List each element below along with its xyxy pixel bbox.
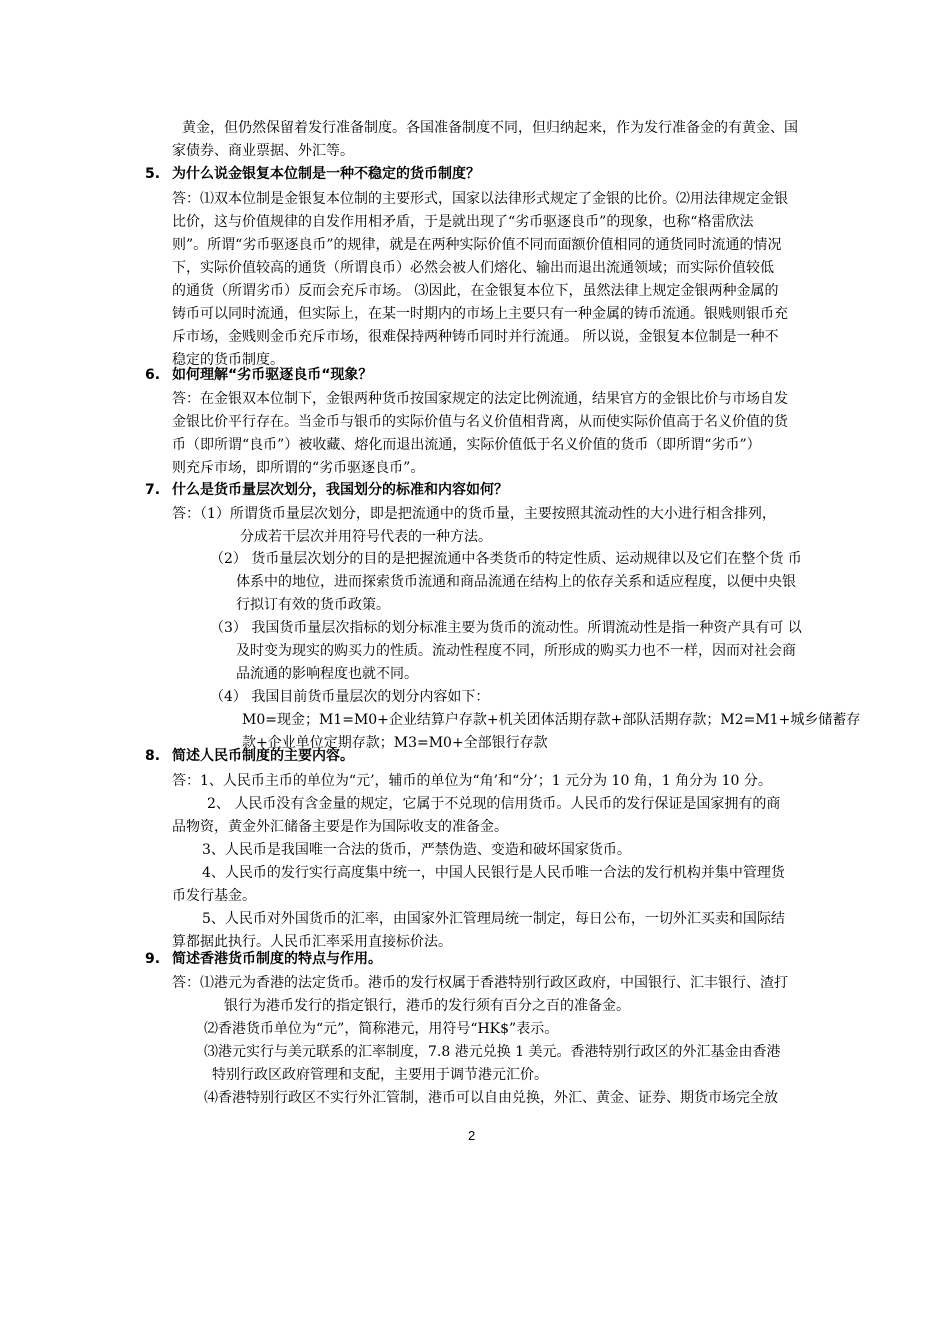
text-line: 稳定的货币制度。 [172, 352, 284, 368]
question-heading: 简述人民币制度的主要内容。 [172, 748, 354, 764]
text-line: 币发行基金。 [172, 888, 256, 904]
text-line: 分成若干层次并用符号代表的一种方法。 [240, 529, 492, 545]
text-line: ⑶港元实行与美元联系的汇率制度，7.8 港元兑换 1 美元。香港特别行政区的外汇基金由香港 [204, 1044, 781, 1060]
question-number: 7. [145, 482, 161, 498]
text-line: ⑵香港货币单位为“元”，简称港元，用符号“HK$”表示。 [204, 1021, 559, 1037]
question-number: 5. [145, 166, 161, 182]
text-line: 答：（1）所谓货币量层次划分，即是把流通中的货币量，主要按照其流动性的大小进行相含排列， [172, 506, 776, 522]
question-heading: 什么是货币量层次划分，我国划分的标准和内容如何？ [172, 482, 508, 498]
text-line: 4、人民币的发行实行高度集中统一，中国人民银行是人民币唯一合法的发行机构并集中管理货 [202, 865, 785, 881]
question-number: 8. [145, 748, 161, 764]
text-line: 币（即所谓“良币”）被收藏、熔化而退出流通，实际价值低于名义价值的货币（即所谓“劣币”） [172, 437, 761, 453]
text-line: 品流通的影响程度也就不同。 [236, 666, 418, 682]
text-line: 答：1、人民币主币的单位为“元’，辅币的单位为“角’和“分’；1 元分为 10 角，1 角分为 10 分。 [172, 773, 772, 789]
text-line: （4） 我国目前货币量层次的划分内容如下： [210, 689, 490, 705]
question-heading: 为什么说金银复本位制是一种不稳定的货币制度？ [172, 166, 480, 182]
text-line: 品物资，黄金外汇储备主要是作为国际收支的准备金。 [172, 819, 508, 835]
text-line: 3、人民币是我国唯一合法的货币，严禁伪造、变造和破坏国家货币。 [202, 842, 631, 858]
text-line: ⑷香港特别行政区不实行外汇管制，港币可以自由兑换，外汇、黄金、证券、期货市场完全放 [204, 1090, 778, 1106]
page-number: 2 [468, 1128, 476, 1143]
text-line: 的通货（所谓劣币）反而会充斥市场。 ⑶因此，在金银复本位下，虽然法律上规定金银两种金属的 [172, 283, 779, 299]
text-line: 金银比价平行存在。当金币与银币的实际价值与名义价值相背离，从而使实际价值高于名义价值的货 [172, 414, 788, 430]
text-line: 黄金，但仍然保留着发行准备制度。各国准备制度不同，但归纳起来，作为发行准备金的有黄金、国 [182, 120, 798, 136]
text-line: 家债券、商业票据、外汇等。 [172, 143, 354, 159]
question-number: 9. [145, 951, 161, 967]
text-line: 行拟订有效的货币政策。 [236, 597, 390, 613]
text-line: 答：⑴双本位制是金银复本位制的主要形式，国家以法律形式规定了金银的比价。⑵用法律规定金银 [172, 191, 788, 207]
text-line: 2、 人民币没有含金量的规定，它属于不兑现的信用货币。人民币的发行保证是国家拥有的商 [207, 796, 781, 812]
question-heading: 简述香港货币制度的特点与作用。 [172, 951, 382, 967]
text-line: 斥市场，金贱则金币充斥市场，很难保持两种铸币同时并行流通。 所以说，金银复本位制是一种不 [172, 329, 779, 345]
text-line: 算都据此执行。人民币汇率采用直接标价法。 [172, 934, 452, 950]
text-line: 则”。所谓“劣币驱逐良币”的规律，就是在两种实际价值不同而面额价值相同的通货同时流通的情况 [172, 237, 782, 253]
text-line: （3） 我国货币量层次指标的划分标准主要为货币的流动性。所谓流动性是指一种资产具有可 以 [210, 620, 802, 636]
text-line: M0=现金；M1=M0+企业结算户存款+机关团体活期存款+部队活期存款；M2=M1+城乡储蓄存 [242, 712, 861, 728]
text-line: 则充斥市场，即所谓的“劣币驱逐良币”。 [172, 460, 425, 476]
text-line: 5、人民币对外国货币的汇率，由国家外汇管理局统一制定，每日公布，一切外汇买卖和国际结 [202, 911, 785, 927]
text-line: 及时变为现实的购买力的性质。流动性程度不同，所形成的购买力也不一样，因而对社会商 [236, 643, 796, 659]
text-line: 答：⑴港元为香港的法定货币。港币的发行权属于香港特别行政区政府，中国银行、汇丰银行、渣打 [172, 975, 788, 991]
text-line: 银行为港币发行的指定银行，港币的发行须有百分之百的准备金。 [224, 998, 630, 1014]
text-line: 下，实际价值较高的通货（所谓良币）必然会被人们熔化、输出而退出流通领域；而实际价值较低 [172, 260, 774, 276]
question-number: 6. [145, 367, 161, 383]
question-heading: 如何理解“劣币驱逐良币“现象？ [172, 367, 373, 383]
text-line: 体系中的地位，进而探索货币流通和商品流通在结构上的依存关系和适应程度，以便中央银 [236, 574, 796, 590]
text-line: 铸币可以同时流通，但实际上，在某一时期内的市场上主要只有一种金属的铸币流通。银贱则银币充 [172, 306, 788, 322]
text-line: 比价，这与价值规律的自发作用相矛盾，于是就出现了“劣币驱逐良币”的现象，也称“格雷欣法 [172, 214, 754, 230]
text-line: 款+企业单位定期存款；M3=M0+全部银行存款 [242, 735, 548, 751]
text-line: 特别行政区政府管理和支配，主要用于调节港元汇价。 [212, 1067, 548, 1083]
text-line: 答：在金银双本位制下，金银两种货币按国家规定的法定比例流通，结果官方的金银比价与市场自发 [172, 391, 788, 407]
text-line: （2） 货币量层次划分的目的是把握流通中各类货币的特定性质、运动规律以及它们在整个货 币 [210, 551, 802, 567]
